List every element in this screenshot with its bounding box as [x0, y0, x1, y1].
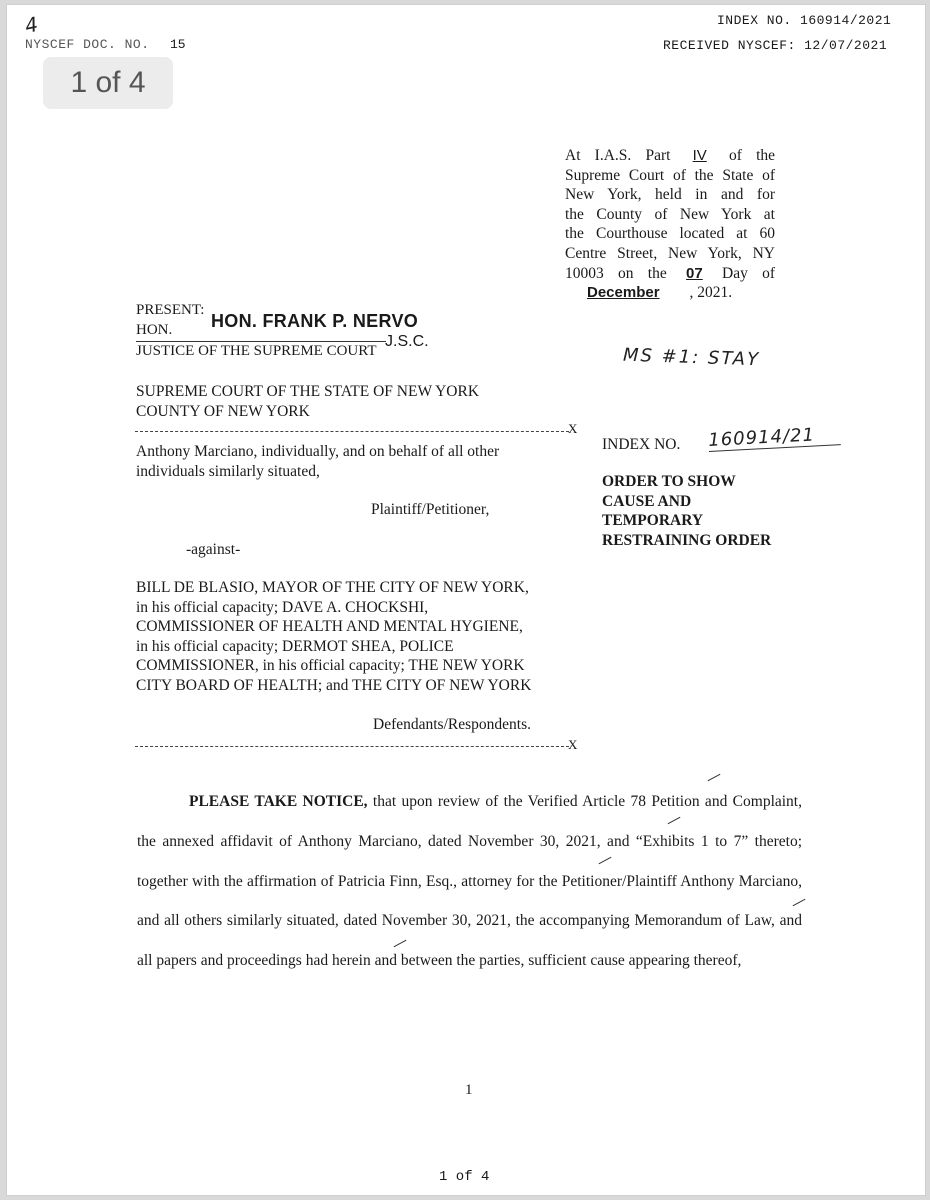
page-of-footer: 1 of 4	[439, 1169, 490, 1185]
defendants-list	[136, 578, 531, 696]
against-label: -against-	[186, 541, 241, 558]
defendant-line: COMMISSIONER, in his official capacity; THE NEW YORK	[136, 657, 525, 675]
court-part-block	[565, 146, 775, 303]
jsc-stamp: J.S.C.	[385, 333, 429, 350]
handwritten-index-number: 160914/21	[708, 423, 841, 452]
document-title-line: RESTRAINING ORDER	[602, 531, 772, 549]
nyscef-doc-label: NYSCEF DOC. NO.	[25, 37, 150, 52]
page-indicator-label: 1 of 4	[70, 66, 146, 99]
court-part-line1: At I.A.S. Part IV of the	[565, 147, 776, 164]
caption-bottom-divider	[135, 746, 569, 747]
document-title	[602, 472, 771, 550]
document-title-line: ORDER TO SHOW	[602, 473, 736, 490]
court-name	[136, 382, 479, 422]
notice-lead: PLEASE TAKE NOTICE,	[189, 793, 368, 810]
court-date-month: December	[587, 284, 660, 302]
plaintiff-role: Plaintiff/Petitioner,	[371, 501, 490, 518]
caption-top-divider-end: X	[568, 421, 578, 436]
court-date-day: 07	[686, 264, 703, 282]
court-part-line2: Supreme Court of the State of	[565, 166, 775, 184]
handwritten-motion-note: MS #1: STAY	[622, 344, 761, 371]
plaintiff-name: Anthony Marciano, individually, and on behalf of all other individuals similarly situated,	[136, 443, 500, 480]
court-part-line6: Centre Street, New York, NY	[565, 244, 775, 262]
hon-label: HON.	[136, 322, 173, 338]
court-part-line5: the Courthouse located at 60	[565, 225, 775, 243]
header-index-number: INDEX NO. 160914/2021	[717, 13, 892, 28]
nyscef-doc-number: 15	[170, 37, 186, 52]
present-label: PRESENT:	[136, 302, 205, 318]
court-name-line1: SUPREME COURT OF THE STATE OF NEW YORK	[136, 383, 480, 400]
index-number-label: INDEX NO.	[602, 436, 681, 453]
defendant-line: COMMISSIONER OF HEALTH AND MENTAL HYGIENE,	[136, 618, 523, 636]
court-part-date-line: 10003 on the 07 Day of	[565, 264, 776, 282]
defendant-role: Defendants/Respondents.	[373, 716, 531, 733]
court-part-line4: the County of New York at	[565, 205, 775, 223]
header-received-date: RECEIVED NYSCEF: 12/07/2021	[663, 38, 888, 53]
court-part-number: IV	[692, 147, 707, 164]
justice-line: JUSTICE OF THE SUPREME COURT	[136, 341, 386, 360]
caption-top-divider	[135, 431, 569, 432]
court-name-line2: COUNTY OF NEW YORK	[136, 403, 310, 420]
handwritten-initials: 4	[22, 11, 41, 39]
defendant-line: in his official capacity; DERMOT SHEA, POLICE	[136, 637, 454, 655]
court-part-line3: New York, held in and for	[565, 186, 775, 204]
document-title-line: TEMPORARY	[602, 512, 704, 530]
justice-name-stamp: HON. FRANK P. NERVO	[211, 311, 419, 331]
court-part-month-line: December , 2021.	[565, 283, 775, 303]
notice-text: that upon review of the Verified Article 78 Petition and Complaint, the annexed affidavit of Anthony Marciano, dated November 30, 2021, and “Exhibits 1 to 7” thereto; together with the affirmation of Patricia Finn, Esq., attorney for the Petitioner/Plaintiff Anthony Marciano, and all others similarly situated, dated November 30, 2021, the accompanying Memorandum of Law, and all papers and proceedings had herein and between the parties, sufficient cause appearing thereof,	[137, 793, 802, 970]
body-paragraph	[137, 782, 802, 981]
document-page	[6, 4, 926, 1196]
handwritten-check-mark	[708, 774, 721, 781]
page-number: 1	[465, 1082, 473, 1098]
caption-bottom-divider-end: X	[568, 737, 578, 752]
defendant-line: CITY BOARD OF HEALTH; and THE CITY OF NEW YORK	[136, 676, 532, 694]
document-title-line: CAUSE AND	[602, 492, 692, 510]
defendant-line: in his official capacity; DAVE A. CHOCKSHI,	[136, 598, 429, 616]
defendant-line: BILL DE BLASIO, MAYOR OF THE CITY OF NEW YORK,	[136, 579, 529, 596]
page-indicator	[43, 57, 173, 109]
